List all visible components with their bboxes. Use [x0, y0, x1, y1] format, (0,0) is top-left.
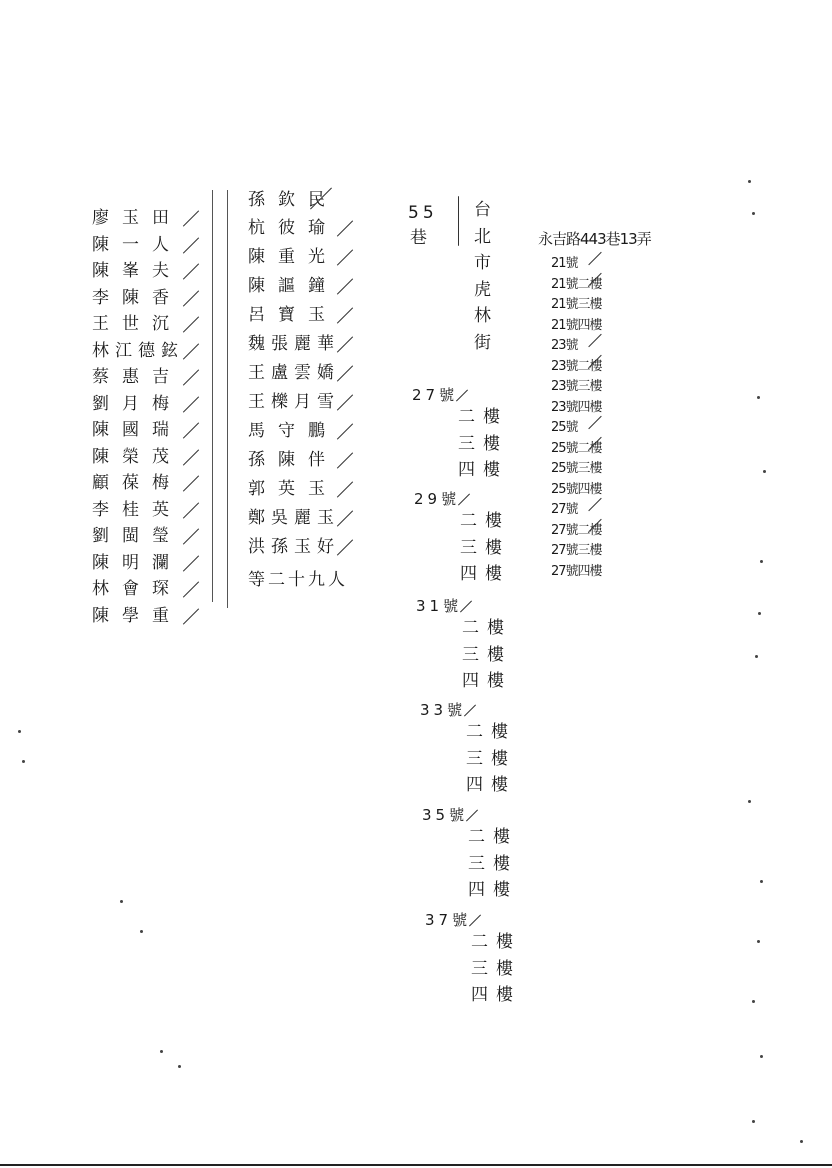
bottom-rule [0, 1164, 832, 1166]
left-name-entry: 林江德鉉 [92, 340, 184, 361]
check-mark [337, 307, 353, 323]
floor-entry: 三樓 [468, 853, 518, 874]
check-mark [183, 369, 199, 385]
floor-entry: 三樓 [471, 958, 521, 979]
address-unit: 27號二樓 [551, 522, 602, 538]
middle-name-entry: 孫陳伴 [248, 450, 338, 470]
house-number: 33號 [420, 701, 467, 719]
house-number: 29號 [414, 490, 461, 508]
floor-entry: 二樓 [462, 618, 512, 638]
scan-speck [120, 900, 123, 903]
middle-name-entry: 王櫟月雪 [248, 392, 340, 412]
check-mark [183, 608, 199, 624]
check-mark [183, 528, 199, 544]
middle-name-entry: 王盧雲嬌 [248, 363, 340, 383]
scan-speck [758, 612, 761, 615]
left-name-entry: 李桂英 [92, 499, 182, 520]
address-unit: 23號四樓 [551, 399, 602, 415]
left-name-entry: 李陳香 [92, 287, 182, 308]
address-unit: 25號 [551, 420, 578, 435]
address-unit: 23號三樓 [551, 379, 602, 394]
middle-name-entry: 杭彼瑜 [248, 218, 338, 238]
city-char: 林 [474, 306, 491, 326]
check-mark [183, 237, 199, 253]
city-char: 北 [474, 226, 491, 247]
floor-entry: 二樓 [471, 932, 521, 952]
check-mark [183, 316, 199, 332]
check-mark [337, 481, 353, 497]
scan-speck [760, 880, 763, 883]
middle-name-entry: 魏張麗華 [248, 334, 340, 354]
address-unit: 21號三樓 [551, 297, 602, 312]
left-name-entry: 蔡惠吉 [92, 367, 182, 387]
address-unit: 23號 [551, 338, 578, 353]
middle-name-entry: 鄭吳麗玉 [248, 508, 340, 528]
scan-speck [763, 470, 766, 473]
check-mark [588, 334, 601, 347]
address-unit: 25號二樓 [551, 440, 602, 456]
address-unit: 27號四樓 [551, 563, 602, 579]
check-mark [183, 290, 199, 306]
check-mark [183, 422, 199, 438]
scan-speck [140, 930, 143, 933]
floor-entry: 二樓 [458, 407, 508, 427]
floor-entry: 四樓 [466, 775, 516, 795]
check-mark [183, 555, 199, 571]
city-char: 街 [474, 332, 491, 353]
check-mark [588, 252, 601, 265]
left-name-entry: 林會琛 [92, 579, 182, 599]
scan-speck [800, 1140, 803, 1143]
middle-name-entry: 馬守鵬 [248, 421, 338, 441]
check-mark [183, 449, 199, 465]
left-column-divider [212, 190, 213, 602]
house-number: 27號 [412, 386, 459, 404]
lane-label: 巷 [410, 228, 427, 248]
house-number: 31號 [416, 597, 463, 615]
city-char: 虎 [474, 279, 491, 300]
floor-entry: 四樓 [460, 564, 510, 584]
left-name-entry: 王世沉 [92, 314, 182, 334]
city-char: 市 [474, 253, 491, 273]
check-mark [183, 263, 199, 279]
middle-name-entry: 洪孫玉好 [248, 537, 340, 557]
left-name-entry: 顧葆梅 [92, 473, 182, 493]
check-mark [183, 581, 199, 597]
scan-speck [22, 760, 25, 763]
check-mark [183, 343, 199, 359]
left-name-entry: 廖玉田 [92, 208, 182, 228]
floor-entry: 四樓 [468, 880, 518, 900]
scan-speck [757, 940, 760, 943]
left-name-entry: 劉閩瑩 [92, 526, 182, 546]
left-name-entry: 陳一人 [92, 234, 182, 255]
lane-bracket [458, 196, 459, 246]
floor-entry: 三樓 [462, 644, 512, 665]
scan-speck [160, 1050, 163, 1053]
left-name-entry: 陳榮茂 [92, 446, 182, 467]
check-mark [183, 210, 199, 226]
check-mark [183, 396, 199, 412]
scan-speck [752, 1120, 755, 1123]
floor-entry: 四樓 [471, 985, 521, 1005]
check-mark [337, 249, 353, 265]
scan-speck [760, 560, 763, 563]
city-char: 台 [474, 200, 491, 220]
address-unit: 27號 [551, 502, 578, 517]
scan-speck [748, 800, 751, 803]
address-unit: 21號 [551, 256, 578, 271]
scan-speck [757, 396, 760, 399]
scan-speck [748, 180, 751, 183]
floor-entry: 三樓 [458, 433, 508, 454]
floor-entry: 三樓 [460, 537, 510, 558]
lane-number: 55 [408, 203, 438, 223]
scan-speck [178, 1065, 181, 1068]
left-name-entry: 陳峯夫 [92, 261, 182, 281]
house-number: 37號 [425, 911, 472, 929]
middle-name-entry: 陳重光 [248, 247, 338, 267]
floor-entry: 二樓 [468, 827, 518, 847]
middle-column-divider [227, 190, 228, 608]
check-mark [337, 423, 353, 439]
scan-speck [755, 655, 758, 658]
floor-entry: 二樓 [460, 511, 510, 531]
left-name-entry: 陳學重 [92, 605, 182, 626]
middle-header-name: 孫欽民 [248, 190, 338, 210]
middle-name-entry: 郭英玉 [248, 479, 338, 499]
check-mark [183, 475, 199, 491]
middle-footer: 等二十九人 [248, 570, 348, 590]
check-mark [337, 220, 353, 236]
left-name-entry: 陳明瀾 [92, 552, 182, 573]
middle-name-entry: 陳謳鐘 [248, 276, 338, 296]
scan-speck [752, 212, 755, 215]
check-mark [588, 498, 601, 511]
scan-speck [760, 1055, 763, 1058]
address-unit: 27號三樓 [551, 543, 602, 558]
road-title: 永吉路443巷13弄 [538, 230, 651, 248]
address-unit: 25號三樓 [551, 461, 602, 476]
scan-speck [18, 730, 21, 733]
address-unit: 23號二樓 [551, 358, 602, 374]
check-mark [183, 502, 199, 518]
floor-entry: 二樓 [466, 722, 516, 742]
floor-entry: 四樓 [458, 460, 508, 480]
address-unit: 21號四樓 [551, 317, 602, 333]
floor-entry: 四樓 [462, 671, 512, 691]
check-mark [588, 416, 601, 429]
address-unit: 25號四樓 [551, 481, 602, 497]
check-mark [337, 452, 353, 468]
scan-speck [752, 1000, 755, 1003]
check-mark [337, 278, 353, 294]
left-name-entry: 陳國瑞 [92, 420, 182, 440]
house-number: 35號 [422, 806, 469, 824]
address-unit: 21號二樓 [551, 276, 602, 292]
left-name-entry: 劉月梅 [92, 393, 182, 414]
middle-name-entry: 呂寶玉 [248, 305, 338, 325]
floor-entry: 三樓 [466, 748, 516, 769]
